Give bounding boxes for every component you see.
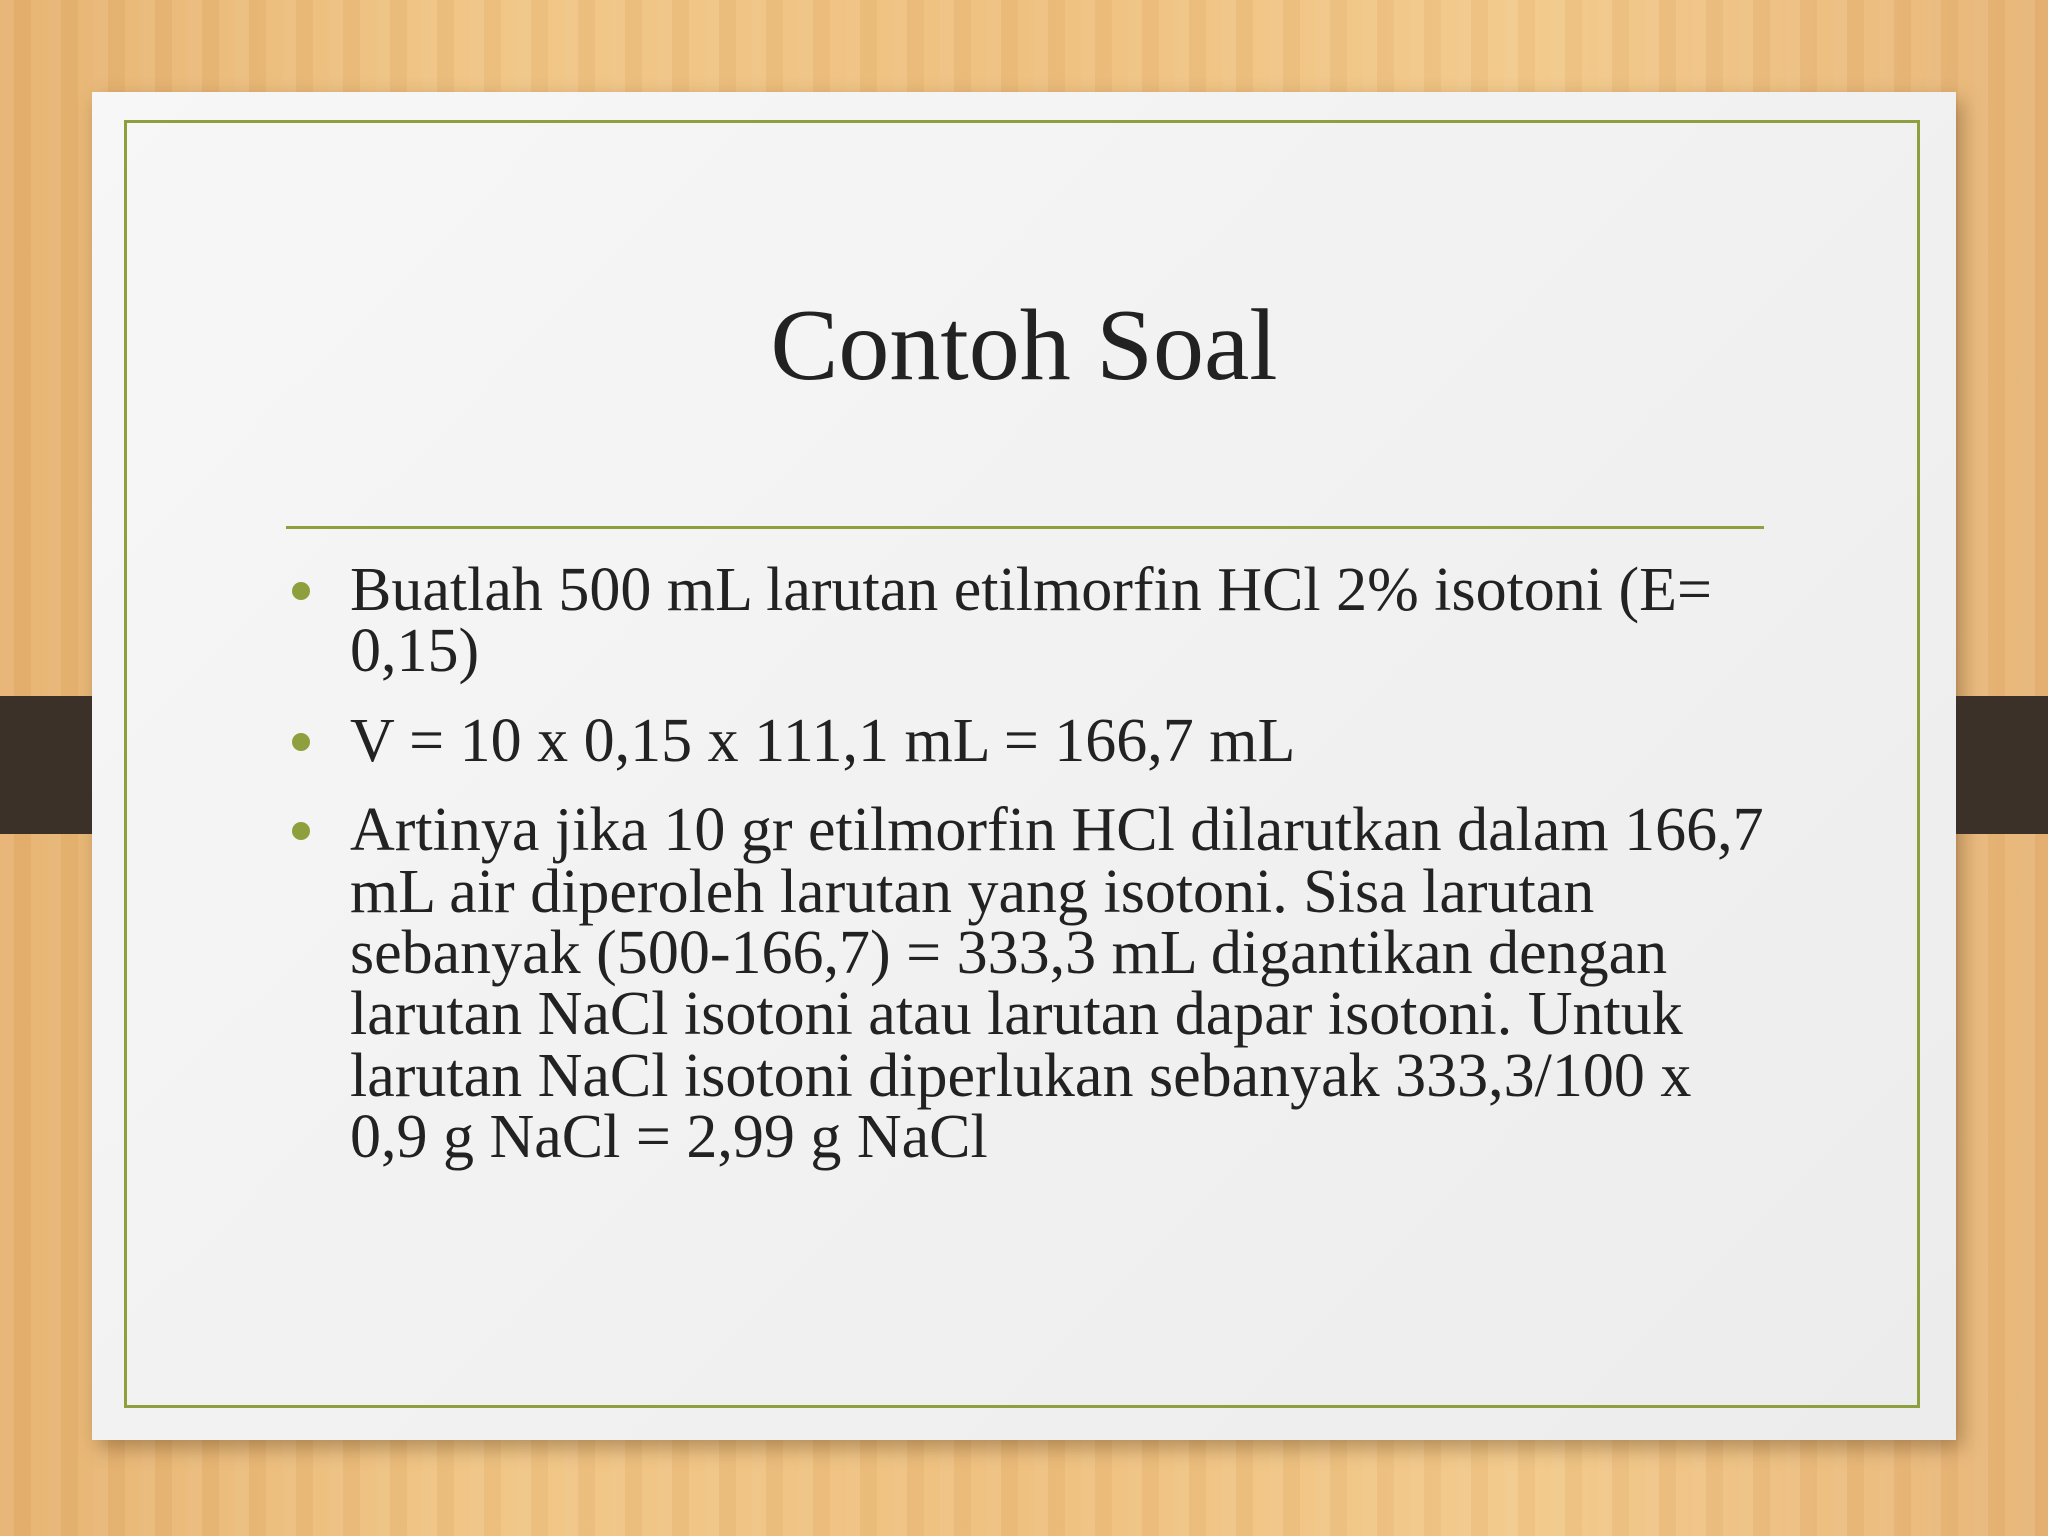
title-divider (286, 526, 1764, 529)
bullet-item (286, 706, 1766, 775)
slide-title: Contoh Soal (770, 289, 1278, 402)
bullet-dot-icon (292, 822, 310, 840)
bullet-item (286, 796, 1766, 1171)
bullet-item (286, 556, 1766, 686)
bullet-text: V = 10 x 0,15 x 111,1 mL = 166,7 mL (350, 706, 1296, 775)
bullet-list (286, 556, 1766, 1196)
bullet-dot-icon (292, 582, 310, 600)
bullet-text: Artinya jika 10 gr etilmorfin HCl dilarutkan dalam 166,7 mL air diperoleh larutan yang isotoni. Sisa larutan sebanyak (500-166,7) = 333,3 mL digantikan dengan larutan NaCl isotoni atau larutan dapar isotoni. Untuk larutan NaCl isotoni diperlukan sebanyak 333,3/100 x 0,9 g NaCl = 2,99 g NaCl (350, 796, 1764, 1171)
bullet-text: Buatlah 500 mL larutan etilmorfin HCl 2% isotoni (E= 0,15) (350, 556, 1713, 686)
bullet-dot-icon (292, 733, 310, 751)
